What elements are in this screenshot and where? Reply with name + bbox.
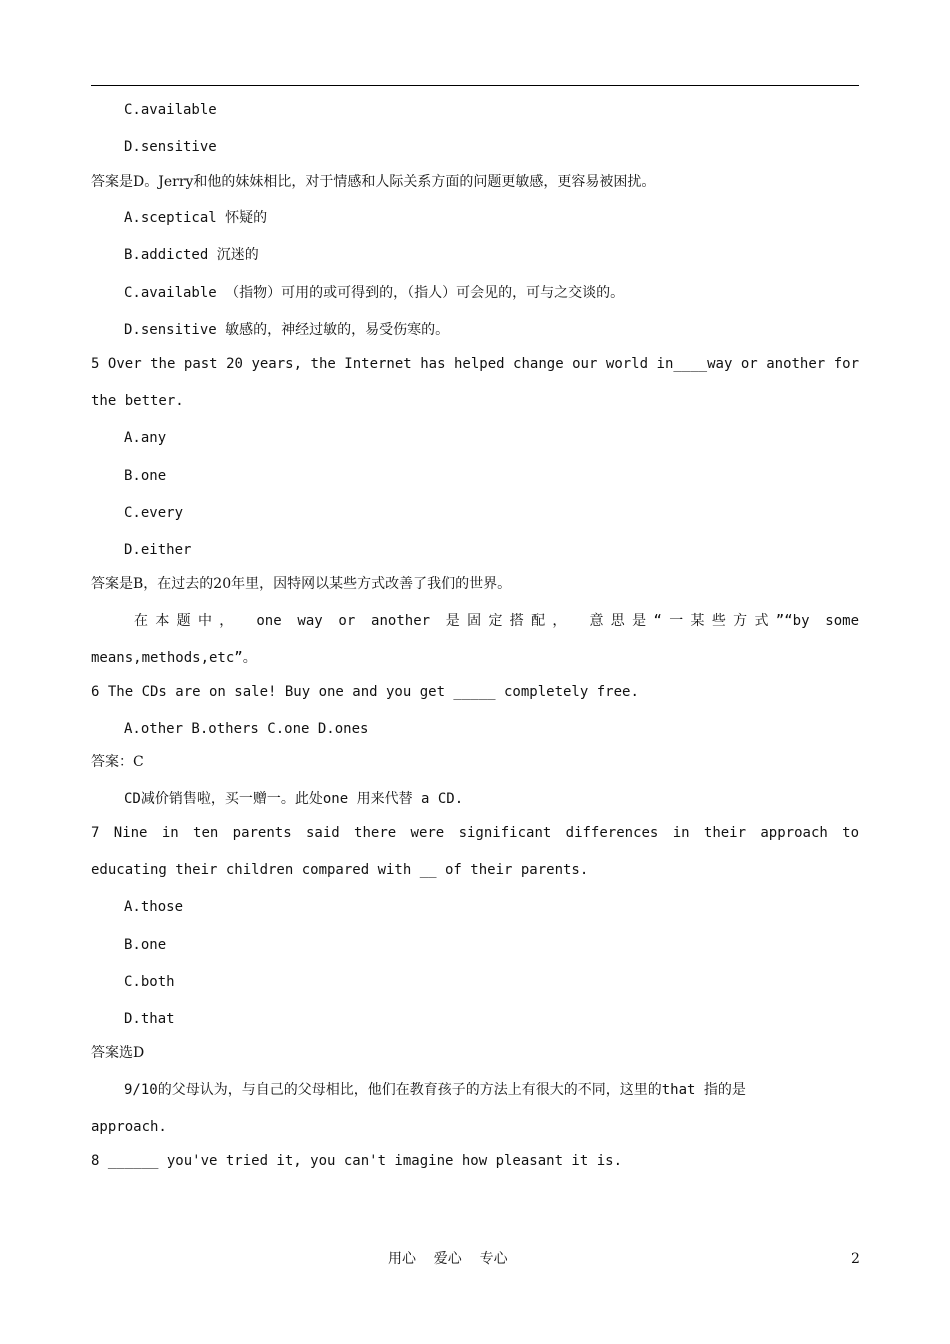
text-line: C.available <box>124 102 217 118</box>
answer-line: 答案：C <box>91 754 144 770</box>
text-line: D.sensitive <box>124 139 217 155</box>
option-line: B.one <box>124 468 167 484</box>
answer-line: 答案是B，在过去的20年里，因特网以某些方式改善了我们的世界。 <box>91 576 512 592</box>
option-line: C.every <box>124 505 184 521</box>
question-line: 6 The CDs are on sale! Buy one and you get _____ completely free. <box>91 684 639 700</box>
header-rule <box>91 85 859 86</box>
text-line: B.addicted 沉迷的 <box>124 247 259 263</box>
text-line: educating their children compared with __ of their parents. <box>91 862 589 878</box>
explanation-line: CD减价销售啦，买一赠一。此处one 用来代替 a CD. <box>124 791 464 807</box>
explanation-line: 9/10的父母认为，与自己的父母相比，他们在教育孩子的方法上有很大的不同，这里的that 指的是 <box>124 1082 746 1098</box>
question-line: 8 ______ you've tried it, you can't imagine how pleasant it is. <box>91 1153 623 1169</box>
text-line: the better. <box>91 393 184 409</box>
text-line: means,methods,etc”。 <box>91 650 257 666</box>
option-line: D.either <box>124 542 192 558</box>
option-line: D.that <box>124 1011 175 1027</box>
answer-line: 答案是D。Jerry和他的妹妹相比，对于情感和人际关系方面的问题更敏感，更容易被困扰。 <box>91 174 656 190</box>
answer-line: 答案选D <box>91 1045 145 1061</box>
option-line: B.one <box>124 937 167 953</box>
question-line: 5 Over the past 20 years, the Internet has helped change our world in____way or another for <box>91 356 859 372</box>
option-line: C.both <box>124 974 175 990</box>
text-line: D.sensitive 敏感的，神经过敏的，易受伤寒的。 <box>124 322 450 338</box>
page-number: 2 <box>851 1251 860 1267</box>
option-line: A.any <box>124 430 167 446</box>
footer-motto: 用心 爱心 专心 <box>388 1251 508 1267</box>
option-line: A.other B.others C.one D.ones <box>124 721 369 737</box>
text-line: C.available （指物）可用的或可得到的，（指人）可会见的，可与之交谈的。 <box>124 285 625 301</box>
question-line: 7 Nine in ten parents said there were significant differences in their approach to <box>91 825 859 841</box>
text-line: A.sceptical 怀疑的 <box>124 210 268 226</box>
text-line: approach. <box>91 1119 167 1135</box>
explanation-line: 在本题中， one way or another 是固定搭配， 意思是“一某些方式”“by some <box>134 613 859 629</box>
option-line: A.those <box>124 899 184 915</box>
